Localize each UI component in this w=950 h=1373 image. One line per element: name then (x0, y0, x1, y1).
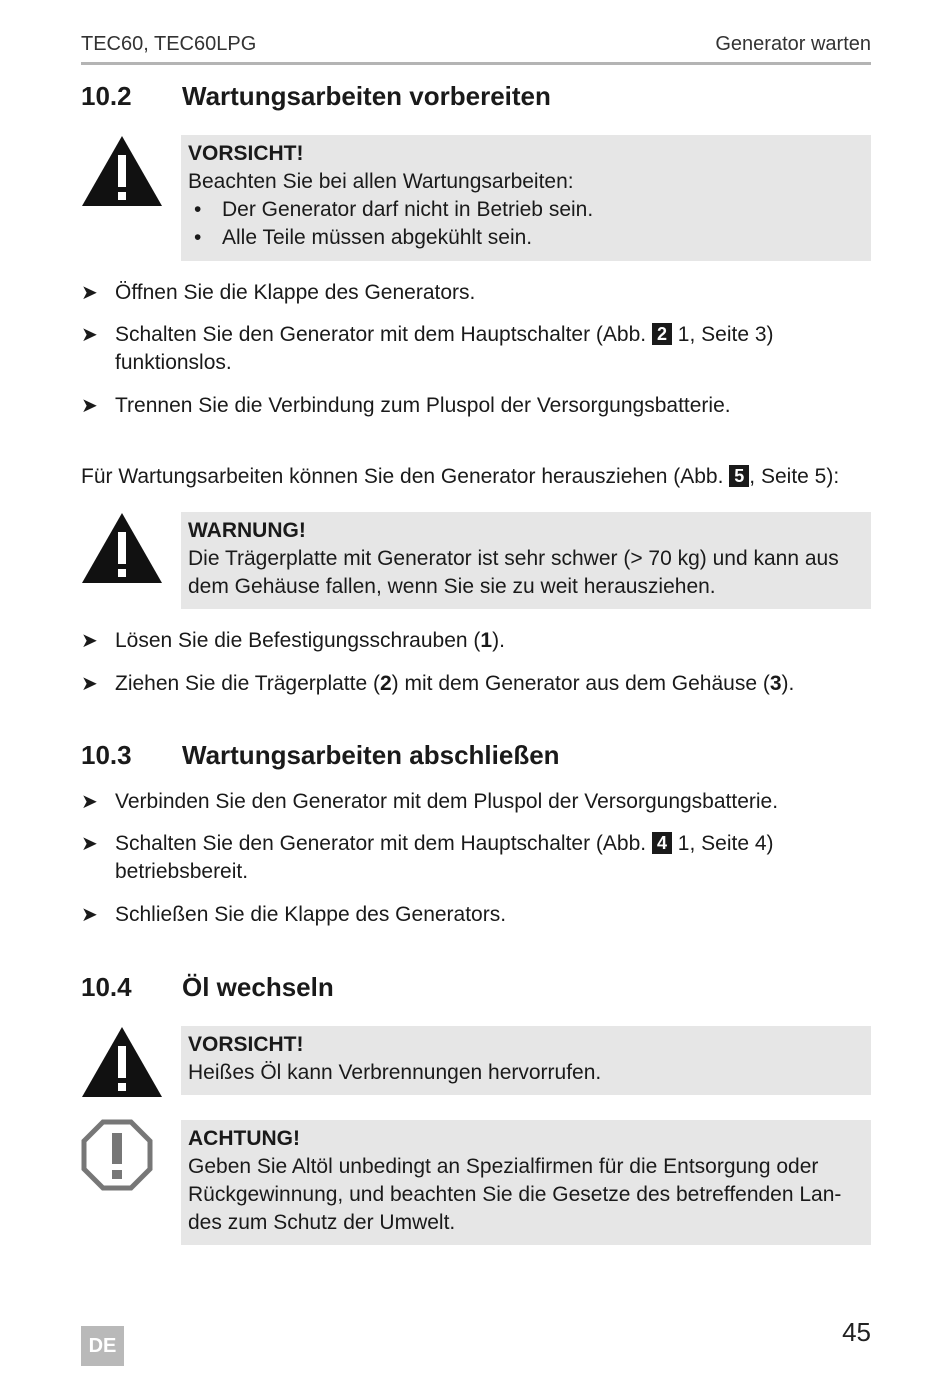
section-heading-10-4 (81, 971, 334, 1003)
figure-reference-badge: 4 (652, 832, 672, 854)
notice-text: dem Gehäuse fallen, wenn Sie sie zu weit herausziehen. (188, 575, 716, 598)
list-item: • Alle Teile müssen abgekühlt sein. (188, 224, 864, 252)
instruction-step: ➤ Schalten Sie den Generator mit dem Hauptschalter (Abb. 2 1, Seite 3) funktionslos. (81, 323, 774, 374)
list-item: • Der Generator darf nicht in Betrieb sein. (188, 196, 864, 224)
figure-reference-badge: 5 (729, 465, 749, 487)
section-number: 10.2 (81, 81, 132, 111)
warning-triangle-icon (81, 512, 163, 584)
instruction-step: ➤ Schalten Sie den Generator mit dem Hauptschalter (Abb. 4 1, Seite 4) betriebsbereit. (81, 832, 774, 883)
notice-text: Heißes Öl kann Verbrennungen hervorrufen. (188, 1061, 602, 1084)
arrow-icon: ➤ (81, 904, 98, 926)
notice-title: ACHTUNG! (188, 1127, 300, 1150)
section-number: 10.4 (81, 972, 132, 1002)
section-heading-10-2 (81, 80, 551, 112)
instruction-step: ➤ Schließen Sie die Klappe des Generators. (81, 901, 871, 929)
instruction-step: ➤ Ziehen Sie die Trägerplatte (2) mit dem Generator aus dem Gehäuse (3). (81, 670, 871, 698)
notice-warning (181, 512, 871, 609)
notice-caution-2 (181, 1026, 871, 1095)
arrow-icon: ➤ (81, 791, 98, 813)
warning-triangle-icon (81, 1026, 163, 1098)
notice-attention (181, 1120, 871, 1245)
instruction-step: ➤ Verbinden Sie den Generator mit dem Pluspol der Versorgungsbatterie. (81, 788, 871, 816)
notice-text: des zum Schutz der Umwelt. (188, 1211, 456, 1234)
arrow-icon: ➤ (81, 630, 98, 652)
notice-title: WARNUNG! (188, 519, 306, 542)
section-heading-10-3 (81, 739, 560, 771)
arrow-icon: ➤ (81, 833, 98, 855)
notice-caution-1 (181, 135, 871, 261)
section-title: Wartungsarbeiten vorbereiten (182, 81, 551, 111)
instruction-step: ➤ Trennen Sie die Verbindung zum Pluspol der Versorgungsbatterie. (81, 392, 871, 420)
arrow-icon: ➤ (81, 673, 98, 695)
header-chapter: Generator warten (715, 33, 871, 55)
notice-text: Geben Sie Altöl unbedingt an Spezialfirmen für die Entsorgung oder (188, 1155, 819, 1178)
notice-bullet-list (188, 196, 864, 252)
notice-title: VORSICHT! (188, 142, 304, 165)
language-tab: DE (81, 1326, 124, 1366)
notice-title: VORSICHT! (188, 1033, 304, 1056)
arrow-icon: ➤ (81, 395, 98, 417)
notice-text: Rückgewinnung, und beachten Sie die Gesetze des betreffenden Lan- (188, 1183, 842, 1206)
section-number: 10.3 (81, 740, 132, 770)
warning-triangle-icon (81, 135, 163, 207)
figure-reference-badge: 2 (652, 323, 672, 345)
attention-octagon-icon (81, 1119, 153, 1191)
body-paragraph: Für Wartungsarbeiten können Sie den Generator herausziehen (Abb. 5 , Seite 5): (81, 465, 840, 488)
page-number: 45 (842, 1317, 871, 1347)
running-header (81, 30, 871, 65)
notice-text: Beachten Sie bei allen Wartungsarbeiten: (188, 170, 574, 193)
section-title: Öl wechseln (182, 972, 334, 1002)
arrow-icon: ➤ (81, 324, 98, 346)
header-model: TEC60, TEC60LPG (81, 33, 257, 55)
instruction-step: ➤ Öffnen Sie die Klappe des Generators. (81, 279, 871, 307)
notice-text: Die Trägerplatte mit Generator ist sehr schwer (> 70 kg) und kann aus (188, 547, 839, 570)
instruction-step: ➤ Lösen Sie die Befestigungsschrauben (1). (81, 627, 871, 655)
section-title: Wartungsarbeiten abschließen (182, 740, 560, 770)
arrow-icon: ➤ (81, 282, 98, 304)
